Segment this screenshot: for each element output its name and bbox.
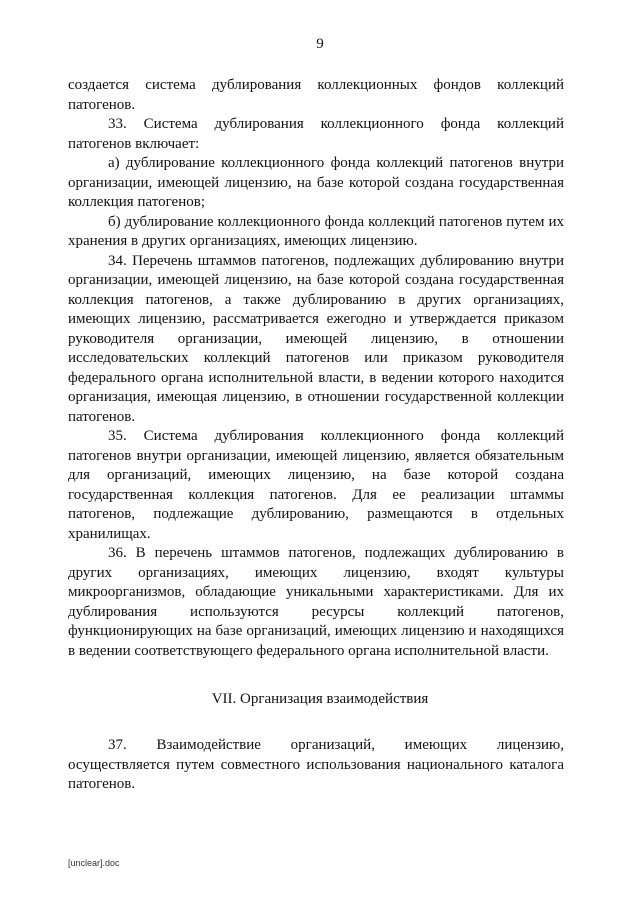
page-number: 9 — [316, 36, 324, 52]
document-file-code: [unclear].doc — [68, 858, 120, 868]
paragraph-35: 35. Система дублирования коллекционного фонда коллекций патогенов внутри организации, имеющей лицензию, является обязательным для организаций, имеющих лицензию, на базе которой создана государственная коллекция патогенов. Для ее реализации штаммы патогенов, подлежащие дублированию, размещаются в отдельных хранилищах. — [68, 428, 564, 542]
section-body — [68, 736, 564, 795]
paragraph-33-a: а) дублирование коллекционного фонда коллекций патогенов внутри организации, имеющей лицензию, на базе которой создана государственная коллекция патогенов; — [68, 155, 564, 210]
paragraph-continuation: создается система дублирования коллекционных фондов коллекций патогенов. — [68, 77, 564, 113]
paragraph-34: 34. Перечень штаммов патогенов, подлежащих дублированию внутри организации, имеющей лицензию, на базе которой создана государственная коллекция патогенов, а также дублированию в других организациях, имеющих лицензию, рассматривается ежегодно и утверждается приказом руководителя организации, имеющей лицензию, в отношении исследовательских коллекций патогенов или приказом руководителя федерального органа исполнительной власти, в ведении которого находится организация, имеющая лицензию, в отношении государственной коллекции патогенов. — [68, 252, 564, 425]
document-body — [68, 76, 564, 661]
paragraph-36: 36. В перечень штаммов патогенов, подлежащих дублированию в других организациях, имеющих лицензию, входят культуры микроорганизмов, обладающие уникальными характеристиками. Для их дублирования используются ресурсы коллекций патогенов, функционирующих на базе организаций, имеющих лицензию и находящихся в ведении соответствующего федерального органа исполнительной власти. — [68, 545, 564, 659]
paragraph-33: 33. Система дублирования коллекционного фонда коллекций патогенов включает: — [68, 116, 564, 152]
paragraph-33-b: б) дублирование коллекционного фонда коллекций патогенов путем их хранения в других организациях, имеющих лицензию. — [68, 213, 564, 249]
section-heading: VII. Организация взаимодействия — [211, 691, 429, 707]
paragraph-37: 37. Взаимодействие организаций, имеющих лицензию, осуществляется путем совместного использования национального каталога патогенов. — [68, 737, 564, 792]
